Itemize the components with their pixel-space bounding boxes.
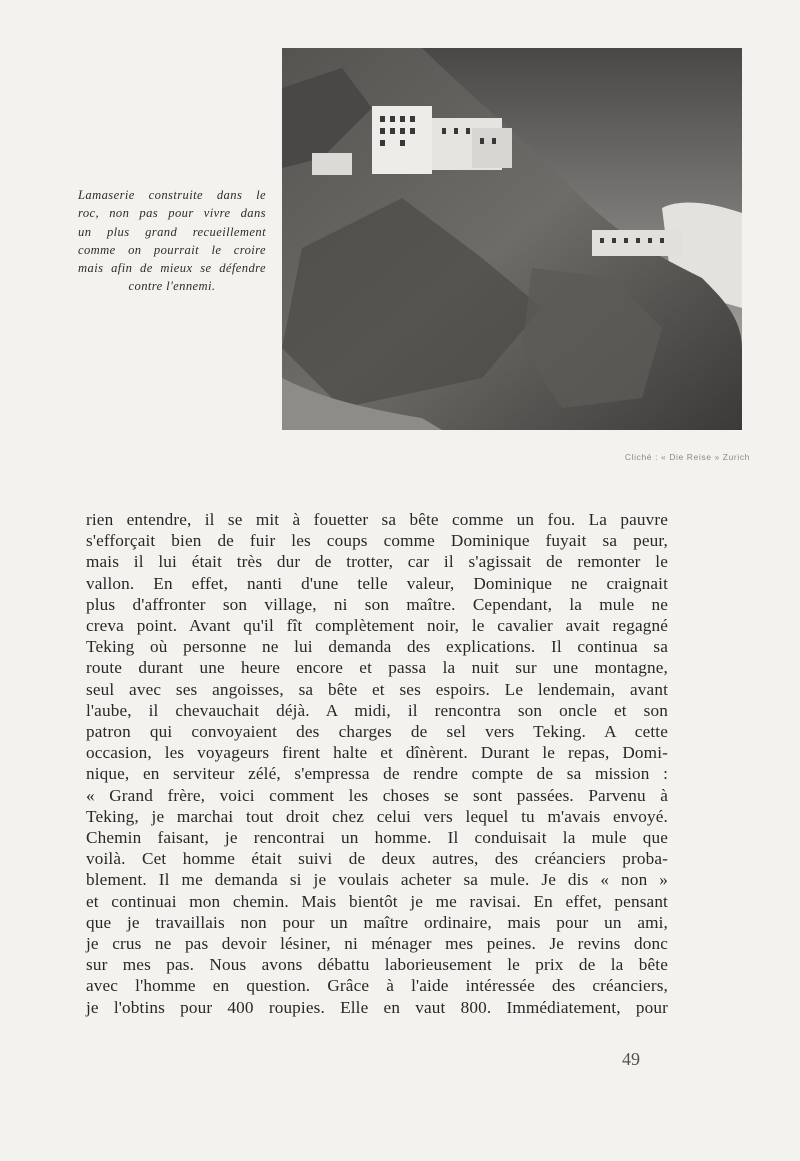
photo-caption bbox=[78, 186, 266, 296]
text-line: creva point. Avant qu'il fît complètement noir, le cavalier avait regagné bbox=[86, 616, 668, 636]
caption-line: roc, non pas pour vivre dans bbox=[78, 206, 266, 221]
body-text bbox=[86, 509, 668, 1018]
text-line: patron qui convoyaient des charges de sel vers Teking. A cette bbox=[86, 722, 668, 742]
lamasery-photo bbox=[282, 48, 742, 430]
caption-line: Lamaserie construite dans le bbox=[78, 188, 266, 202]
caption-line: mais afin de mieux se défendre bbox=[78, 261, 266, 276]
text-line: nique, en serviteur zélé, s'empressa de rendre compte de sa mission : bbox=[86, 764, 668, 784]
text-line: route durant une heure encore et passa la nuit sur une montagne, bbox=[86, 658, 668, 678]
text-line: « Grand frère, voici comment les choses se sont passées. Parvenu à bbox=[86, 785, 668, 805]
text-line: Chemin faisant, je rencontrai un homme. Il conduisait la mule que bbox=[86, 828, 668, 848]
text-line: je crus ne pas devoir lésiner, ni ménager mes peines. Je revins donc bbox=[86, 934, 668, 954]
caption-line: contre l'ennemi. bbox=[128, 279, 216, 294]
lamasery-illustration bbox=[282, 48, 742, 430]
text-line: seul avec ses angoisses, sa bête et ses espoirs. Le lendemain, avant bbox=[86, 679, 668, 699]
monastery-right bbox=[592, 230, 682, 256]
text-line: plus d'affronter son village, ni son maître. Cependant, la mule ne bbox=[86, 594, 668, 614]
text-line: mais il lui était très dur de trotter, car il s'agissait de remonter le bbox=[86, 552, 668, 572]
text-line: vallon. En effet, nanti d'une telle valeur, Dominique ne craignait bbox=[86, 573, 668, 593]
text-line: que je travaillais non pour un maître ordinaire, mais pour un ami, bbox=[86, 912, 668, 932]
text-line: occasion, les voyageurs firent halte et dînèrent. Durant le repas, Domi- bbox=[86, 743, 668, 763]
photo-credit: Cliché : « Die Reise » Zurich bbox=[624, 452, 750, 462]
text-line: et continuai mon chemin. Mais bientôt je me ravisai. En effet, pensant bbox=[86, 891, 668, 911]
text-line: sur mes pas. Nous avons débattu laborieusement le prix de la bête bbox=[86, 955, 668, 975]
page-number: 49 bbox=[622, 1049, 640, 1069]
text-line: rien entendre, il se mit à fouetter sa bête comme un fou. La pauvre bbox=[86, 510, 668, 529]
text-line: Teking où personne ne lui demanda des explications. Il continua sa bbox=[86, 637, 668, 657]
text-line: blement. Il me demanda si je voulais acheter sa mule. Je dis « non » bbox=[86, 870, 668, 890]
text-line: voilà. Cet homme était suivi de deux autres, des créanciers proba- bbox=[86, 849, 668, 869]
caption-line: un plus grand recueillement bbox=[78, 224, 266, 239]
text-line: je l'obtins pour 400 roupies. Elle en vaut 800. Immédiatement, pour bbox=[86, 997, 668, 1017]
text-line: avec l'homme en question. Grâce à l'aide intéressée des créanciers, bbox=[86, 976, 668, 996]
text-line: l'aube, il chevauchait déjà. A midi, il rencontra son oncle et son bbox=[86, 700, 668, 720]
text-line: Teking, je marchai tout droit chez celui vers lequel tu m'avais envoyé. bbox=[86, 806, 668, 826]
caption-line: comme on pourrait le croire bbox=[78, 242, 266, 257]
text-line: s'efforçait bien de fuir les coups comme Dominique fuyait sa peur, bbox=[86, 531, 668, 551]
